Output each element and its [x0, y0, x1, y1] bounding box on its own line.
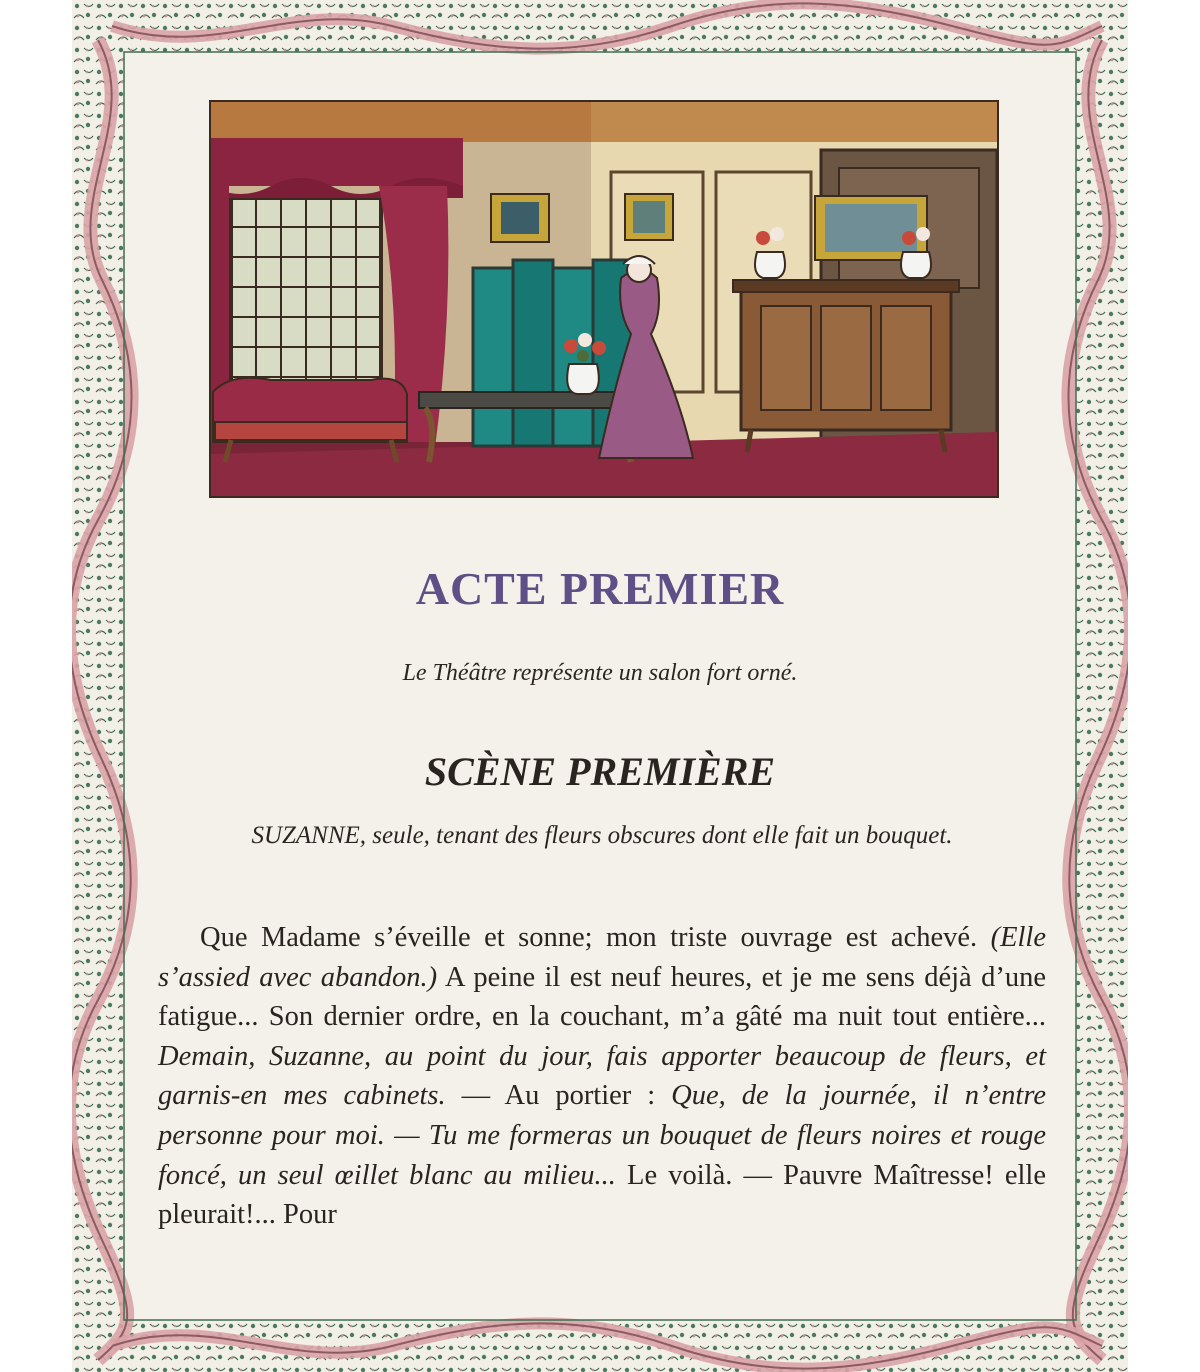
scene-title: SCÈNE PREMIÈRE	[424, 749, 776, 794]
character-note: SUZANNE, seule, tenant des fleurs obscures dont elle fait un bouquet.	[251, 822, 953, 849]
salon-scene	[211, 102, 997, 496]
act-title: ACTE PREMIER	[415, 563, 785, 614]
body-text-italic-2: Demain, Suzanne, au point du jour, fais apporter beaucoup de fleurs, et garnis-en mes cabinets.	[158, 1040, 1046, 1112]
body-text-italic-1: (Elle s’assied avec abandon.)	[158, 922, 1046, 993]
body-text-roman-4: Le voilà. — Pauvre Maîtresse! elle pleurait!... Pour	[158, 1159, 1046, 1231]
body-text	[158, 918, 1046, 1235]
body-text-roman-3: — Au portier :	[445, 1080, 672, 1112]
stage-direction: Le Théâtre représente un salon fort orné.	[402, 660, 798, 686]
body-text-roman-2: A peine il est neuf heures, et je me sens déjà d’une fatigue... Son dernier ordre, en la couchant, m’a gâté ma nuit tout entière...	[158, 961, 1046, 1033]
body-text-italic-3: Que, de la journée, il n’entre personne pour moi. — Tu me formeras un bouquet de fleurs noires et rouge foncé, un seul œillet blanc au milieu...	[158, 1080, 1046, 1191]
body-text-roman-1: Que Madame s’éveille et sonne; mon triste ouvrage est achevé.	[200, 922, 991, 953]
salon-illustration	[209, 100, 999, 498]
book-page	[72, 0, 1128, 1372]
